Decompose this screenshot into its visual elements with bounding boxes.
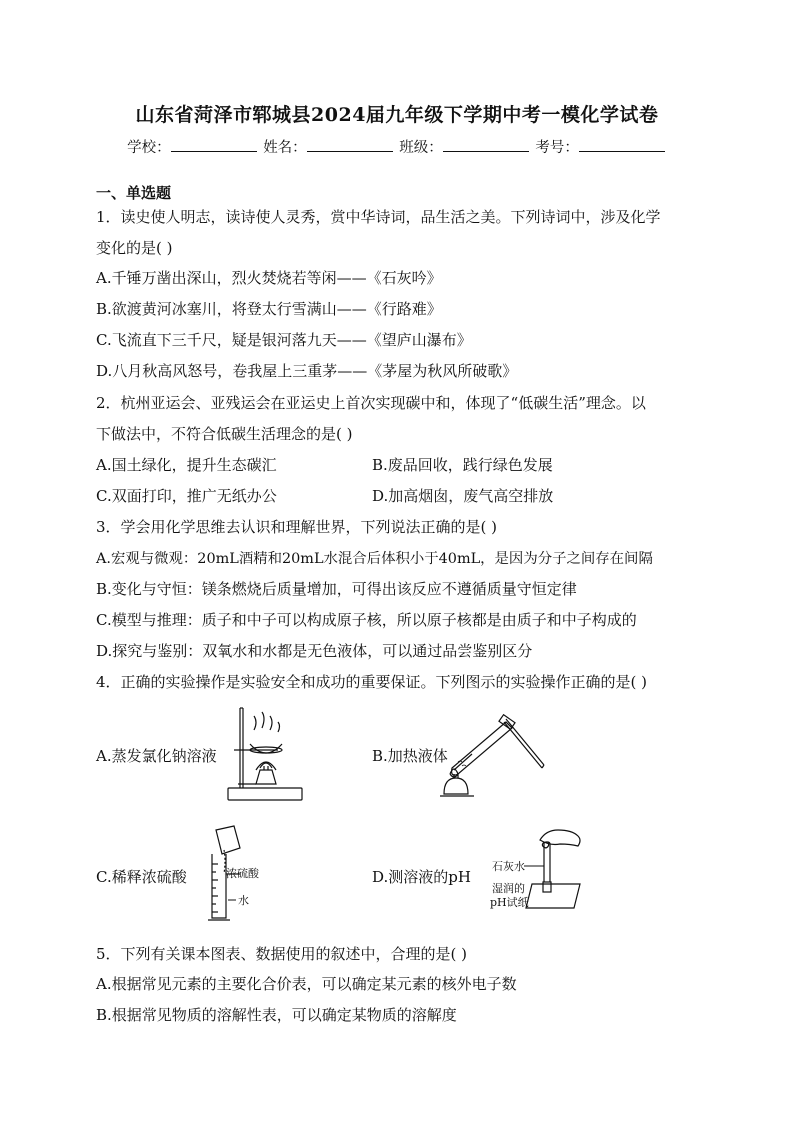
class-label: 班级： (399, 140, 443, 156)
q2-option-d: D.加高烟囱，废气高空排放 (372, 487, 554, 505)
q5-option-b: B.根据常见物质的溶解性表，可以确定某物质的溶解度 (96, 1006, 457, 1024)
heating-liquid-figure (438, 712, 548, 802)
q3-option-a: A.宏观与微观：20mL酒精和20mL水混合后体积小于40mL，是因为分子之间存在间隔 (96, 551, 653, 567)
q4-option-a: A.蒸发氯化钠溶液 (96, 747, 217, 765)
name-blank[interactable] (307, 137, 393, 152)
ph-paper-label-1: 湿润的 (492, 882, 525, 895)
q3-option-b: B.变化与守恒：镁条燃烧后质量增加，可得出该反应不遵循质量守恒定律 (96, 580, 577, 598)
q3-option-c: C.模型与推理：质子和中子可以构成原子核，所以原子核都是由质子和中子构成的 (96, 611, 637, 629)
q1-option-b: B.欲渡黄河冰塞川，将登太行雪满山——《行路难》 (96, 300, 442, 318)
student-info-line (0, 136, 794, 157)
q4-stem: 4．正确的实验操作是实验安全和成功的重要保证。下列图示的实验操作正确的是( ) (96, 673, 648, 691)
evaporation-apparatus-figure (226, 704, 306, 804)
ph-paper-label-2: pH试纸 (490, 896, 529, 909)
water-label: 水 (238, 894, 249, 907)
q3-option-d: D.探究与鉴别：双氧水和水都是无色液体，可以通过品尝鉴别区分 (96, 642, 533, 660)
q1-stem-line2: 变化的是( ) (96, 239, 173, 257)
q1-stem-line1: 1．读史使人明志，读诗使人灵秀，赏中华诗词，品生活之美。下列诗词中，涉及化学 (96, 208, 661, 226)
class-blank[interactable] (443, 137, 529, 152)
q3-stem: 3．学会用化学思维去认识和理解世界，下列说法正确的是( ) (96, 518, 498, 536)
exam-number-label: 考号： (535, 140, 579, 156)
q4-option-d: D.测溶液的pH (372, 868, 471, 886)
q1-option-c: C.飞流直下三千尺，疑是银河落九天——《望庐山瀑布》 (96, 331, 472, 349)
q5-stem: 5．下列有关课本图表、数据使用的叙述中，合理的是( ) (96, 945, 468, 963)
exam-title: 山东省菏泽市郓城县2024届九年级下学期中考一模化学试卷 (135, 104, 659, 126)
q1-option-d: D.八月秋高风怒号，卷我屋上三重茅——《茅屋为秋风所破歌》 (96, 362, 518, 380)
q5-option-a: A.根据常见元素的主要化合价表，可以确定某元素的核外电子数 (96, 975, 517, 993)
dilution-figure (196, 824, 286, 924)
q2-option-b: B.废品回收，践行绿色发展 (372, 456, 553, 474)
q2-option-c: C.双面打印，推广无纸办公 (96, 487, 277, 505)
q2-option-a: A.国土绿化，提升生态碳汇 (96, 456, 277, 474)
school-label: 学校： (127, 140, 171, 156)
q2-stem-line1: 2．杭州亚运会、亚残运会在亚运史上首次实现碳中和，体现了“低碳生活”理念。以 (96, 394, 646, 412)
q2-stem-line2: 下做法中，不符合低碳生活理念的是( ) (96, 425, 353, 443)
exam-number-blank[interactable] (579, 137, 665, 152)
section-title: 一、单选题 (96, 184, 172, 202)
q4-option-b: B.加热液体 (372, 747, 448, 765)
limewater-label: 石灰水 (492, 860, 525, 873)
q1-option-a: A.千锤万凿出深山，烈火焚烧若等闲——《石灰吟》 (96, 269, 442, 287)
school-blank[interactable] (171, 137, 257, 152)
name-label: 姓名： (263, 140, 307, 156)
conc-acid-label: 浓硫酸 (226, 867, 259, 880)
ph-test-figure (488, 822, 588, 914)
q4-option-c: C.稀释浓硫酸 (96, 868, 187, 886)
